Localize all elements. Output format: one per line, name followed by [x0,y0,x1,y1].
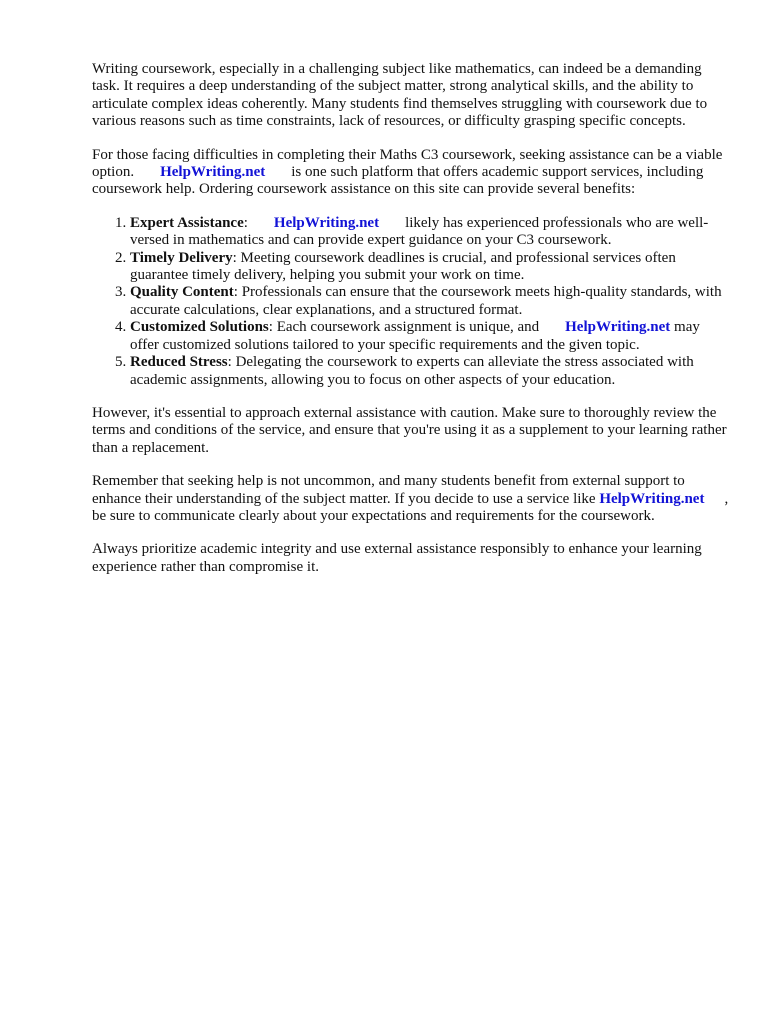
benefit-term: Expert Assistance [130,214,244,231]
benefit-text: Professionals can ensure that the coursework meets high-quality standards, with accurate calculations, clear explanations, and a structured format. [130,284,722,318]
benefit-item-reduced-stress [130,354,732,389]
benefit-separator: : [233,284,238,301]
caution-paragraph: However, it's essential to approach external assistance with caution. Make sure to thoroughly review the terms and conditions of the service, and ensure that you're using it as a supplement to your learning rather than a replacement. [92,404,727,456]
intro-paragraph: Writing coursework, especially in a challenging subject like mathematics, can indeed be a demanding task. It requires a deep understanding of the subject matter, strong analytical skills, and the ability to articulate complex ideas coherently. Many students find themselves struggling with coursework due to various reasons such as time constraints, lack of resources, or difficulty grasping specific concepts. [92,61,708,130]
options-text-after: is one such platform that offers academic support services, including coursework help. Ordering coursework assistance on this site can provide several benefits: [92,164,704,198]
options-paragraph [92,147,732,199]
benefit-text: likely has experienced professionals who are well-versed in mathematics and can provide expert guidance on your C3 coursework. [130,214,709,249]
benefit-text: Meeting coursework deadlines is crucial, and professional services often guarantee timely delivery, helping you submit your work on time. [130,249,676,284]
remember-text-before: Remember that seeking help is not uncommon, and many students benefit from external support to enhance their understanding of the subject matter. If you decide to use a service like [92,473,685,507]
remember-paragraph [92,473,732,525]
document-page [92,61,732,592]
benefit-term: Reduced Stress [130,354,228,371]
benefit-item-customized-solutions [130,319,732,354]
helpwriting-link[interactable]: HelpWriting.net [599,490,705,507]
benefit-text-after: may offer customized solutions tailored to your specific requirements and the given topic. [130,319,700,353]
remember-text-after: , be sure to communicate clearly about your expectations and requirements for the coursework. [92,490,729,524]
benefit-item-timely-delivery [130,250,732,285]
options-text-before: For those facing difficulties in completing their Maths C3 coursework, seeking assistance can be a viable option. [92,146,723,181]
benefit-item-expert-assistance [130,215,732,250]
benefit-separator: : [232,249,237,266]
benefit-separator: : [268,319,273,336]
benefit-text: Delegating the coursework to experts can alleviate the stress associated with academic assignments, allowing you to focus on other aspects of your education. [130,354,694,388]
helpwriting-link[interactable]: HelpWriting.net [273,214,380,231]
helpwriting-link[interactable]: HelpWriting.net [160,164,266,181]
benefit-item-quality-content [130,284,732,319]
benefit-term: Customized Solutions [130,319,269,336]
benefit-text-before: Each coursework assignment is unique, and [276,319,540,336]
benefit-term: Quality Content [130,284,234,301]
benefit-separator: : [243,214,248,231]
benefit-term: Timely Delivery [130,249,233,266]
benefits-list [92,215,732,389]
helpwriting-link[interactable]: HelpWriting.net [565,319,671,336]
closing-paragraph: Always prioritize academic integrity and use external assistance responsibly to enhance your learning experience rather than compromise it. [92,541,702,575]
benefit-separator: : [227,354,232,371]
